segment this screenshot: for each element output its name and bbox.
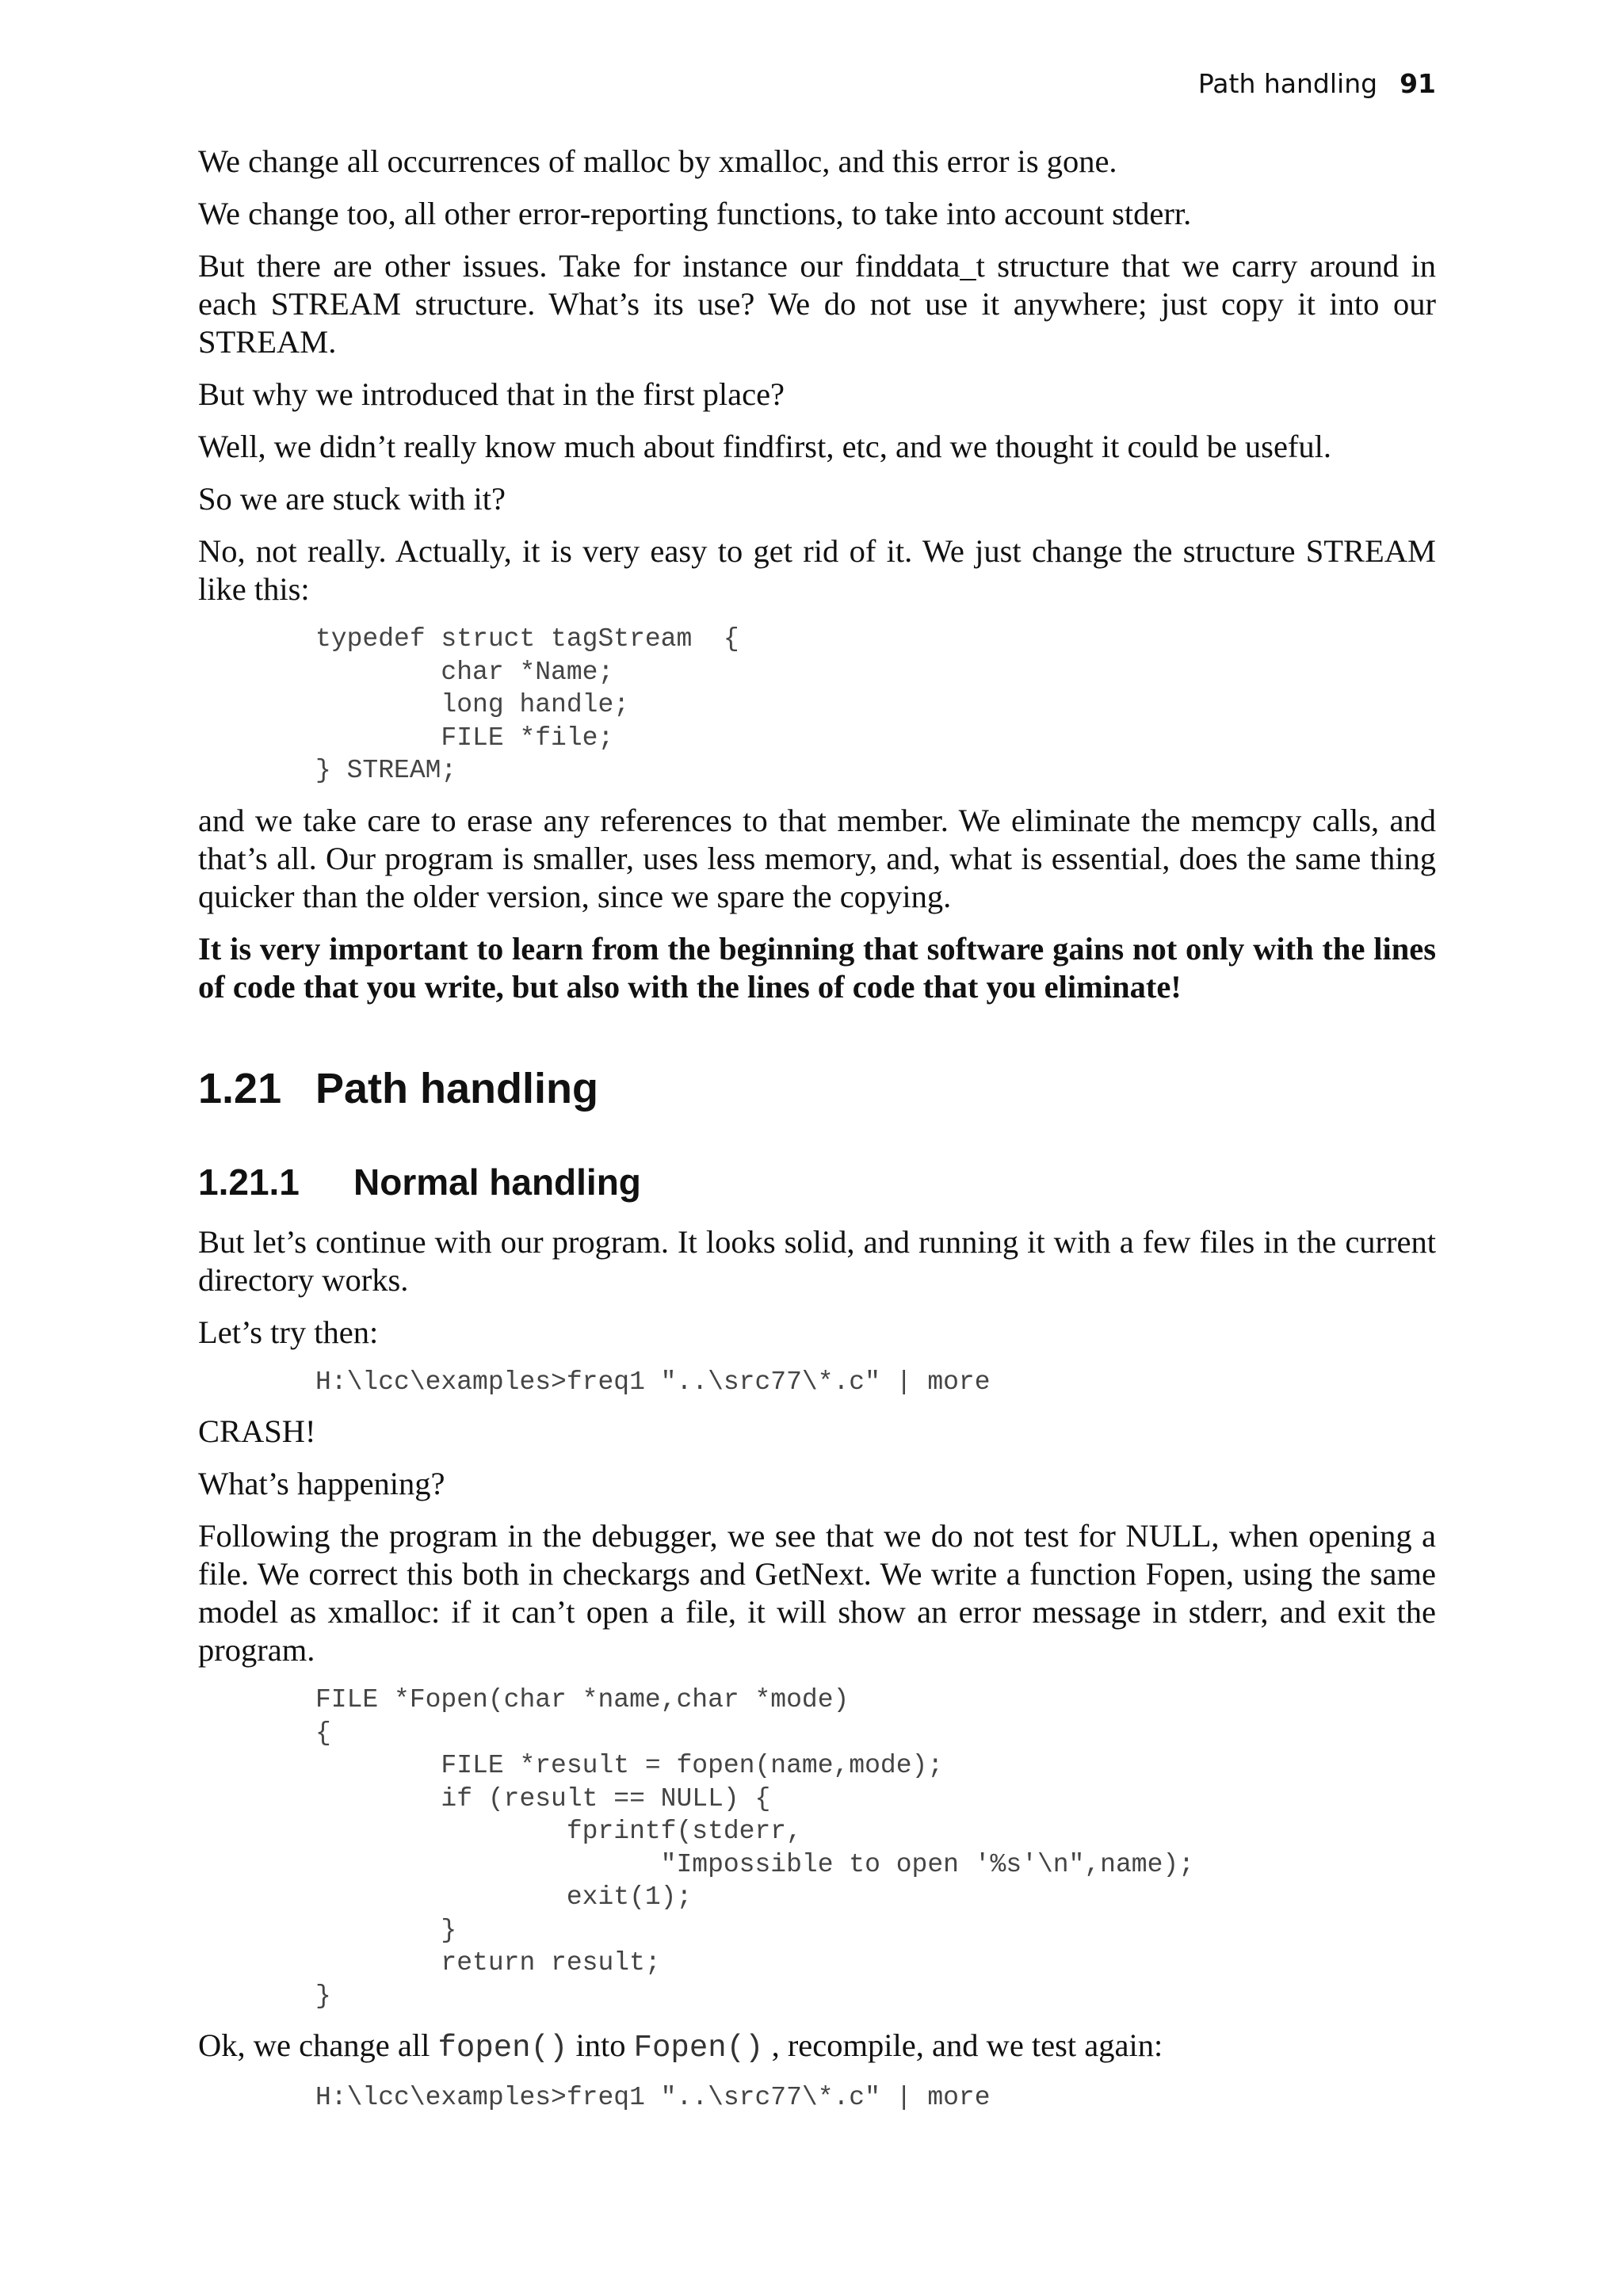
code-block-struct: typedef struct tagStream { char *Name; long handle; FILE *file; } STREAM;: [315, 624, 739, 785]
running-header: [1198, 68, 1436, 99]
section-number: 1.21: [198, 1064, 282, 1112]
inline-code-Fopen: Fopen(): [633, 2031, 764, 2065]
paragraph: Well, we didn’t really know much about findfirst, etc, and we thought it could be useful.: [198, 429, 1332, 464]
paragraph: We change too, all other error-reporting functions, to take into account stderr.: [198, 196, 1192, 231]
paragraph: CRASH!: [198, 1413, 316, 1449]
paragraph: But why we introduced that in the first place?: [198, 376, 785, 412]
paragraph: What’s happening?: [198, 1466, 445, 1501]
subsection-title: Normal handling: [353, 1161, 641, 1203]
section-title: Path handling: [315, 1064, 598, 1112]
paragraph: But let’s continue with our program. It looks solid, and running it with a few files in the current directory works.: [198, 1223, 1436, 1298]
emphasis-paragraph: It is very important to learn from the beginning that software gains not only with the lines of code that you write, but also with the lines of code that you eliminate!: [198, 930, 1436, 1005]
paragraph: Following the program in the debugger, we see that we do not test for NULL, when opening a file. We correct this both in checkargs and GetNext. We write a function Fopen, using the same model as xmalloc: if it can’t open a file, it will show an error message in stderr, and exit the program.: [198, 1518, 1436, 1668]
inline-code-fopen: fopen(): [437, 2031, 568, 2065]
paragraph: So we are stuck with it?: [198, 481, 506, 517]
code-block-fopen: FILE *Fopen(char *name,char *mode) { FILE *result = fopen(name,mode); if (result == NULL) { fprintf(stderr, "Impossible to open '%s'\n",name); exit(1); } return result; }: [315, 1685, 1194, 2011]
code-command-2: H:\lcc\examples>freq1 "..\src77\*.c" | more: [315, 2083, 991, 2112]
subsection-heading: [198, 1160, 1436, 1204]
text-run: Ok, we change all: [198, 2027, 438, 2063]
running-header-title: Path handling: [1197, 68, 1378, 99]
paragraph: No, not really. Actually, it is very easy to get rid of it. We just change the structure STREAM like this:: [198, 533, 1436, 607]
paragraph: But there are other issues. Take for instance our finddata_t structure that we carry around in each STREAM structure. What’s its use? We do not use it anywhere; just copy it into our STREAM.: [198, 248, 1436, 360]
paragraph: We change all occurrences of malloc by xmalloc, and this error is gone.: [198, 143, 1117, 179]
page-content: [198, 143, 1436, 2129]
page-number: 91: [1400, 68, 1436, 99]
code-command-1: H:\lcc\examples>freq1 "..\src77\*.c" | more: [315, 1367, 991, 1397]
text-run: into: [567, 2027, 634, 2063]
paragraph-with-inline-code: [198, 2027, 1436, 2067]
section-heading: [198, 1063, 1436, 1114]
paragraph: and we take care to erase any references to that member. We eliminate the memcpy calls, and that’s all. Our program is smaller, uses less memory, and, what is essential, does the same thing quicker than the older version, since we spare the copying.: [198, 802, 1436, 914]
text-run: , recompile, and we test again:: [763, 2027, 1163, 2063]
paragraph: Let’s try then:: [198, 1314, 379, 1350]
subsection-number: 1.21.1: [198, 1161, 300, 1203]
